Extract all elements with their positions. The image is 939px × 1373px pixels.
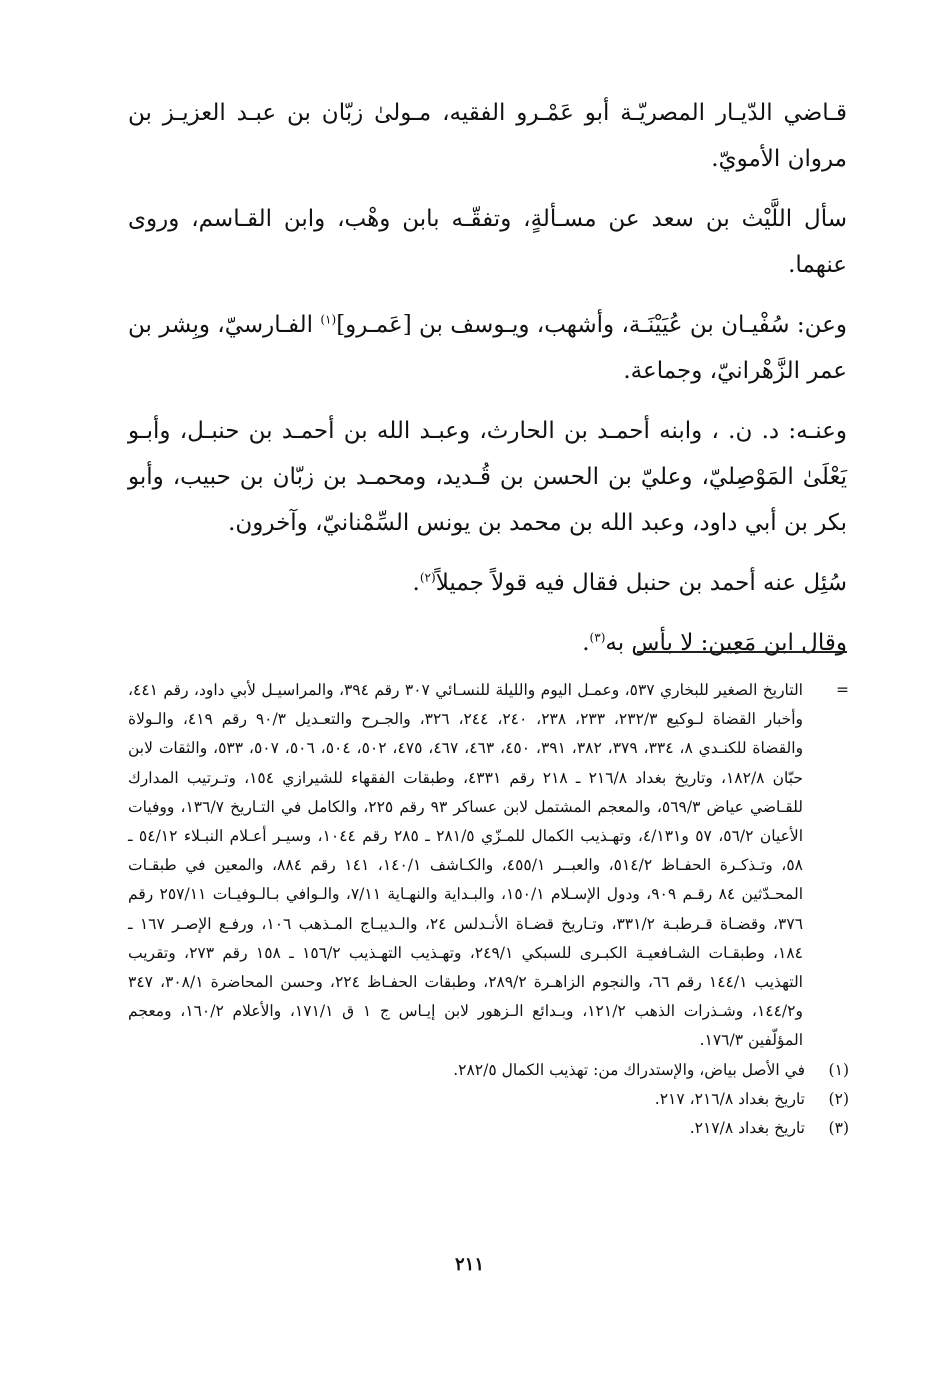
- footnote-ref-2: (٢): [419, 570, 436, 585]
- footnotes: [128, 676, 849, 1143]
- footnote-1-number: (١): [828, 1060, 849, 1079]
- footnote-3: [128, 1114, 849, 1143]
- footnote-1: [128, 1056, 849, 1085]
- paragraph-3-text-b: الفـارسيّ، وبِشر بن عمر الزَّهْرانيّ، وجماعة.: [128, 312, 847, 384]
- paragraph-5: [128, 560, 847, 606]
- paragraph-5-text-b: .: [412, 570, 420, 596]
- paragraph-6-text-a: وقال ابن مَعِين: لا بأس به: [605, 630, 847, 656]
- footnote-continuation-text: التاريخ الصغير للبخاري ٥٣٧، وعمـل اليوم والليلة للنسـائي ٣٠٧ رقم ٣٩٤، والمراسيـل لأبي داود، رقم ٤٤١، وأخبار القضاة لـوكيع ٢٣٢/٣، ٢٣٣، ٢٣٨، ٢٤٠، ٢٤٤، ٣٢٦، والجـرح والتعـديل ٩٠/٣ رقم ٤١٩، والـولاة والقضاة للكنـدي ٨، ٣٣٤، ٣٧٩، ٣٨٢، ٣٩١، ٤٥٠، ٤٦٣، ٤٦٧، ٤٧٥، ٥٠٢، ٥٠٤، ٥٠٦، ٥٠٧، ٥٣٣، والثقات لابن حبّان ١٨٢/٨، وتاريخ بغداد ٢١٦/٨ ـ ٢١٨ رقم ٤٣٣١، وطبقات الفقهاء للشيرازي ١٥٤، وتـرتيب المدارك للقـاضي عياض ٥٦٩/٣، والمعجم المشتمل لابن عساكر ٩٣ رقم ٢٢٥، والكامل في التـاريخ ١٣٦/٧، ووفيات الأعيان ٥٦/٢، ٥٧ و٤/١٣١، وتهـذيب الكمال للمـزّي ٢٨١/٥ ـ ٢٨٥ رقم ١٠٤٤، وسيـر أعـلام النبـلاء ٥٤/١٢ ـ ٥٨، وتـذكـرة الحفـاظ ٥١٤/٢، والعبــر ٤٥٥/١، والكـاشف ١٤٠/١، ١٤١ رقم ٨٨٤، والمعين في طبقـات المحـدّثين ٨٤ رقـم ٩٠٩، ودول الإسـلام ١٥٠/١، والبـداية والنهـاية ٧/١١، والـوافي بـالـوفيـات ٢٥٧/١١ رقم ٣٧٦، وقضـاة قـرطبـة ٣٣١/٢، وتـاريخ قضـاة الأنـدلس ٢٤، والـديبـاج المـذهب ١٠٦، ورفـع الإصـر ١٦٧ ـ ١٨٤، وطبقـات الشـافعيـة الكبـرى للسبكي ٢٤٩/١، وتهـذيب التهـذيب ١٥٦/٢ ـ ١٥٨ رقم ٢٧٣، وتقريب التهذيب ١٤٤/١ رقم ٦٦، والنجوم الزاهـرة ٢٨٩/٢، وطبقات الحفـاظ ٢٢٤، وحسن المحاضرة ٣٠٨/١، ٣٤٧ و١٤٤/٢، وشـذرات الذهب ١٢١/٢، وبـدائع الـزهور لابن إيـاس ج ١ ق ١٧١/١، والأعلام ١٦٠/٢، ومعجم المؤلّفين ١٧٦/٣.: [128, 681, 804, 1050]
- footnote-3-number: (٣): [828, 1119, 849, 1138]
- footnote-continuation: [128, 676, 849, 1056]
- footnote-2: [128, 1085, 849, 1114]
- footnote-1-text: في الأصل بياض، والإستدراك من: تهذيب الكمال ٢٨٢/٥.: [453, 1060, 805, 1079]
- footnote-2-text: تاريخ بغداد ٢١٦/٨، ٢١٧.: [654, 1089, 805, 1108]
- paragraph-3: [128, 302, 847, 394]
- paragraph-1: قـاضي الدّيـار المصريّـة أبو عَمْـرو الفقيه، مـولىٰ زبّان بن عبـد العزيـز بن مروان الأمويّ.: [128, 100, 847, 172]
- footnote-ref-1: (١): [320, 312, 337, 327]
- footnote-separator: [637, 651, 847, 653]
- page-number: ٢١١: [454, 1254, 484, 1275]
- paragraph-4: وعنـه: د. ن. ، وابنه أحمـد بن الحارث، وعبـد الله بن أحمـد بن حنبـل، وأبـو يَعْلَىٰ المَوْصِليّ، وعليّ بن الحسن بن قُـديد، ومحمـد بن زبّان بن حبيب، وأبو بكر بن أبي داود، وعبد الله بن محمد بن يونس السِّمْنانيّ، وآخرون.: [128, 418, 847, 536]
- paragraph-6: [128, 620, 847, 666]
- footnote-2-number: (٢): [828, 1089, 849, 1108]
- footnote-3-text: تاريخ بغداد ٢١٧/٨.: [689, 1119, 805, 1138]
- paragraph-6-text-b: .: [582, 630, 590, 656]
- main-text: [128, 90, 847, 680]
- footnote-ref-3: (٣): [589, 630, 606, 645]
- paragraph-3-text-a: وعن: سُفْيـان بن عُيَيْنَـة، وأشهب، ويـوسف بن [عَمـرو]: [336, 312, 847, 338]
- paragraph-5-text-a: سُئِل عنه أحمد بن حنبل فقال فيه قولاً جميلاً: [435, 570, 847, 596]
- paragraph-2: سأل اللَّيْث بن سعد عن مسـألةٍ، وتفقّـه بابن وهْب، وابن القـاسم، وروى عنهما.: [128, 206, 847, 278]
- continuation-mark: =: [836, 681, 849, 699]
